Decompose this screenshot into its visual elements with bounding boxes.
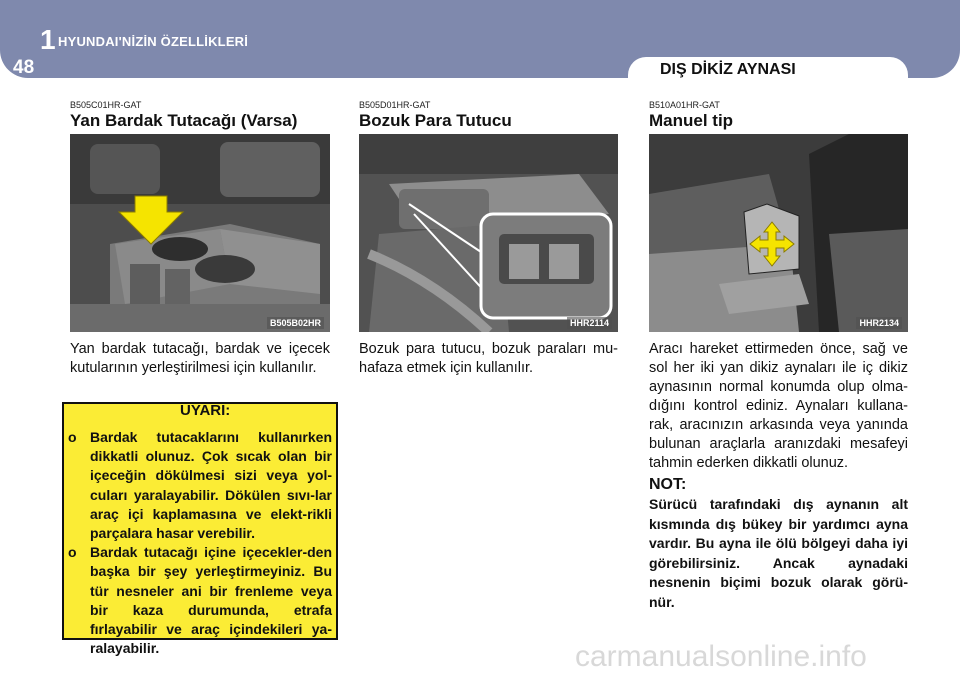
mirror-photo	[649, 134, 908, 332]
page-number: 48	[13, 57, 35, 78]
section-code: B510A01HR-GAT	[649, 100, 720, 110]
body-text: Aracı hareket ettirmeden önce, sağ ve sol her iki yan dikiz aynaları ile iç dikiz aynasının normal konumda olup olma-dığını kontrol ediniz. Aynaları kullana-rak, aracınızın arkasında veya yanında bulunan araçlarla aranızdaki mesafeyi tahmin ederken dikkatli olunuz.	[649, 341, 908, 471]
warning-title: UYARI:	[180, 402, 231, 419]
warning-item	[68, 543, 332, 658]
warning-box	[62, 402, 338, 657]
section-title: Bozuk Para Tutucu	[359, 111, 512, 130]
section-code: B505D01HR-GAT	[359, 100, 431, 110]
note-title: NOT:	[649, 476, 687, 493]
image-code: HHR2134	[856, 317, 902, 329]
warning-item	[68, 428, 332, 543]
warning-list	[68, 428, 332, 658]
image-code: B505B02HR	[267, 317, 324, 329]
section-title: Yan Bardak Tutacağı (Varsa)	[70, 111, 298, 130]
image-code: HHR2114	[567, 317, 612, 329]
section-tab-label: DIŞ DİKİZ AYNASI	[660, 61, 796, 78]
cup-holder-photo	[70, 134, 330, 332]
warning-item-text: Bardak tutacaklarını kullanırken dikkatli olunuz. Çok sıcak olan bir içeceğin dökülmesi sizi veya yol-cuları yaralayabilir. Dökülen sıvı-lar araç içi kaplamasına ve elekt-rikli parçalara hasar verebilir.	[90, 429, 332, 542]
section-code: B505C01HR-GAT	[70, 100, 142, 110]
chapter-title: HYUNDAI'NİZİN ÖZELLİKLERİ	[58, 34, 249, 49]
watermark: carmanualsonline.info	[575, 640, 867, 673]
coin-holder-photo	[359, 134, 618, 332]
body-text: Yan bardak tutacağı, bardak ve içecek kutularının yerleştirilmesi için kullanılır.	[70, 341, 330, 376]
warning-item-text: Bardak tutacağı içine içecekler-den başka bir şey yerleştirmeyiniz. Bu tür nesneler ani bir frenleme veya bir kaza durumunda, etrafa fırlayabilir ve araç içindekileri ya-ralayabilir.	[90, 544, 332, 657]
bullet: o	[68, 544, 77, 561]
section-title: Manuel tip	[649, 111, 734, 130]
bullet: o	[68, 429, 77, 445]
body-text: Bozuk para tutucu, bozuk paraları mu-hafaza etmek için kullanılır.	[359, 341, 618, 376]
chapter-number: 1	[40, 24, 56, 55]
note-text: Sürücü tarafındaki dış aynanın alt kısmında dış bükey bir yardımcı ayna vardır. Bu ayna ile ölü bölgeyi daha iyi görebilirsiniz. Ancak aynadaki nesnenin biçimi bozuk olarak görü-nür.	[649, 496, 908, 610]
section-tab	[628, 57, 908, 87]
